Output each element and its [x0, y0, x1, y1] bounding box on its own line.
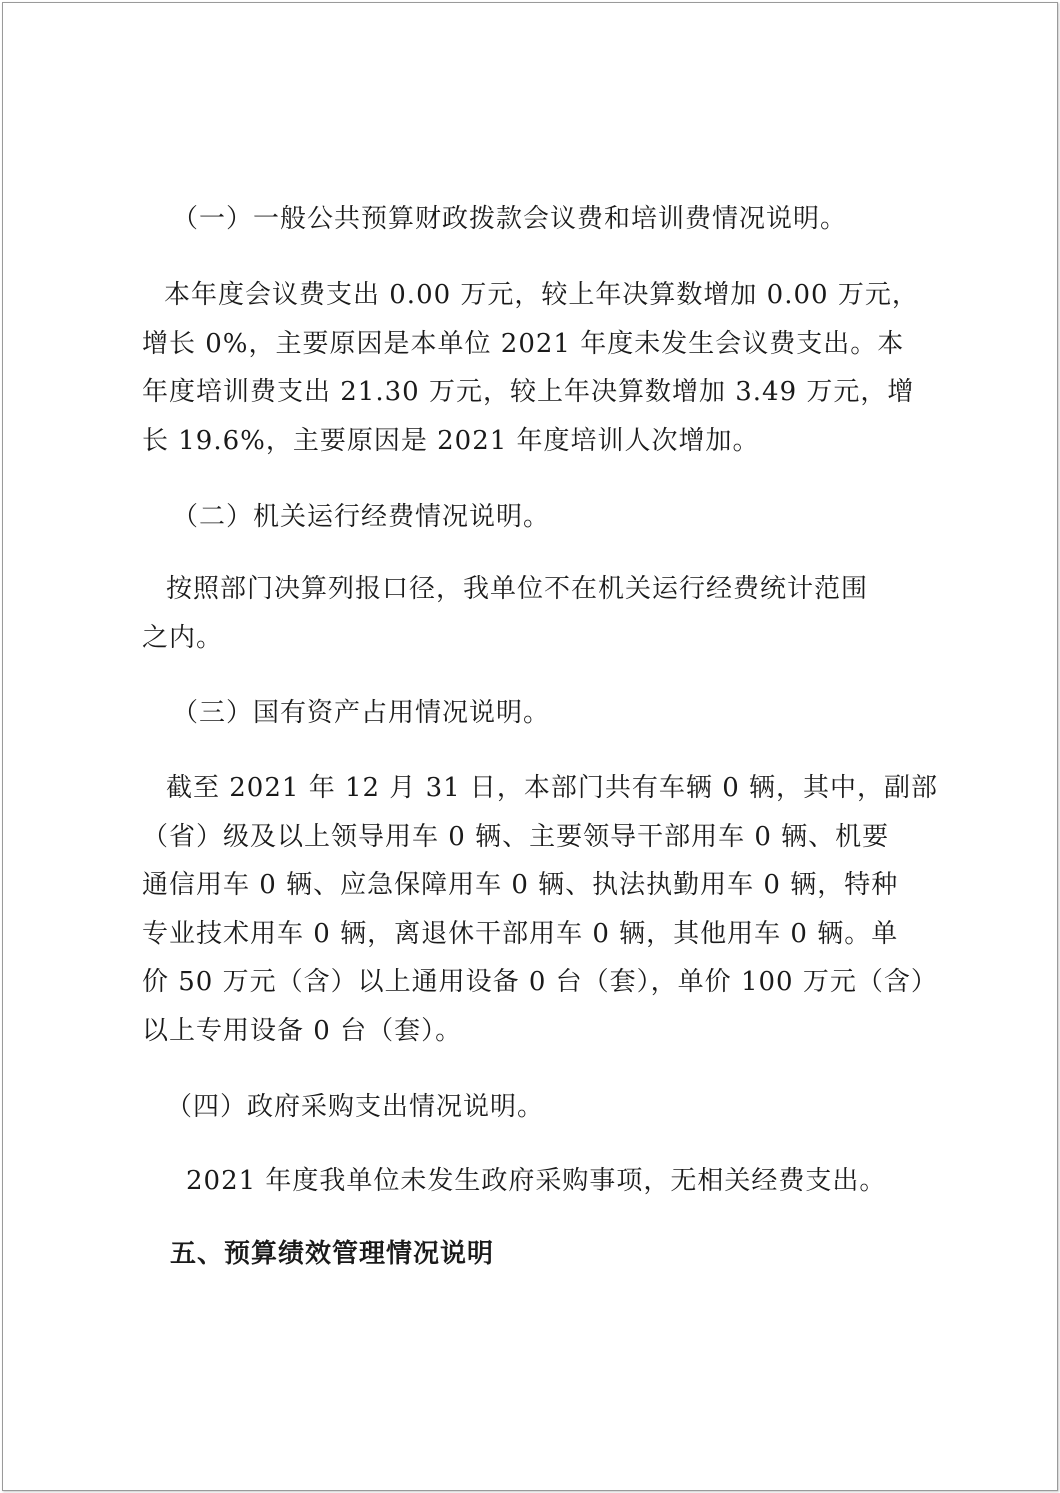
section-2-heading-text: （二）机关运行经费情况说明。	[172, 502, 551, 532]
section-2-heading	[142, 493, 942, 542]
paragraph-line: 通信用车 0 辆、应急保障用车 0 辆、执法执勤用车 0 辆，特种	[142, 870, 899, 900]
section-1-heading	[142, 195, 942, 244]
paragraph-line: 2021 年度我单位未发生政府采购事项，无相关经费支出。	[186, 1166, 887, 1196]
paragraph-line: 本年度会议费支出 0.00 万元，较上年决算数增加 0.00 万元，	[164, 280, 919, 310]
section-3-heading-text: （三）国有资产占用情况说明。	[172, 698, 551, 728]
section-5-heading	[142, 1230, 942, 1279]
section-1-paragraph	[142, 271, 942, 465]
section-4-heading-text: （四）政府采购支出情况说明。	[166, 1092, 545, 1122]
paragraph-line: 增长 0%，主要原因是本单位 2021 年度未发生会议费支出。本	[142, 328, 905, 359]
paragraph-line: （省）级及以上领导用车 0 辆、主要领导干部用车 0 辆、机要	[142, 821, 890, 852]
section-2-paragraph	[142, 565, 942, 662]
section-3-heading	[142, 689, 942, 738]
section-3-paragraph	[142, 764, 942, 1055]
paragraph-line: 价 50 万元（含）以上通用设备 0 台（套），单价 100 万元（含）	[142, 967, 938, 997]
paragraph-line: 之内。	[142, 622, 224, 653]
paragraph-line: 以上专用设备 0 台（套）。	[142, 1015, 463, 1046]
paragraph-line: 截至 2021 年 12 月 31 日，本部门共有车辆 0 辆，其中，副部	[166, 773, 938, 803]
section-1-heading-text: （一）一般公共预算财政拨款会议费和培训费情况说明。	[172, 204, 848, 234]
section-4-paragraph	[142, 1157, 942, 1206]
section-5-heading-text: 五、预算绩效管理情况说明	[170, 1239, 495, 1269]
paragraph-line: 年度培训费支出 21.30 万元，较上年决算数增加 3.49 万元，增	[142, 377, 915, 407]
section-4-heading	[142, 1083, 942, 1132]
paragraph-line: 按照部门决算列报口径，我单位不在机关运行经费统计范围	[166, 574, 869, 604]
paragraph-line: 专业技术用车 0 辆，离退休干部用车 0 辆，其他用车 0 辆。单	[142, 918, 899, 949]
paragraph-line: 长 19.6%，主要原因是 2021 年度培训人次增加。	[142, 425, 760, 456]
